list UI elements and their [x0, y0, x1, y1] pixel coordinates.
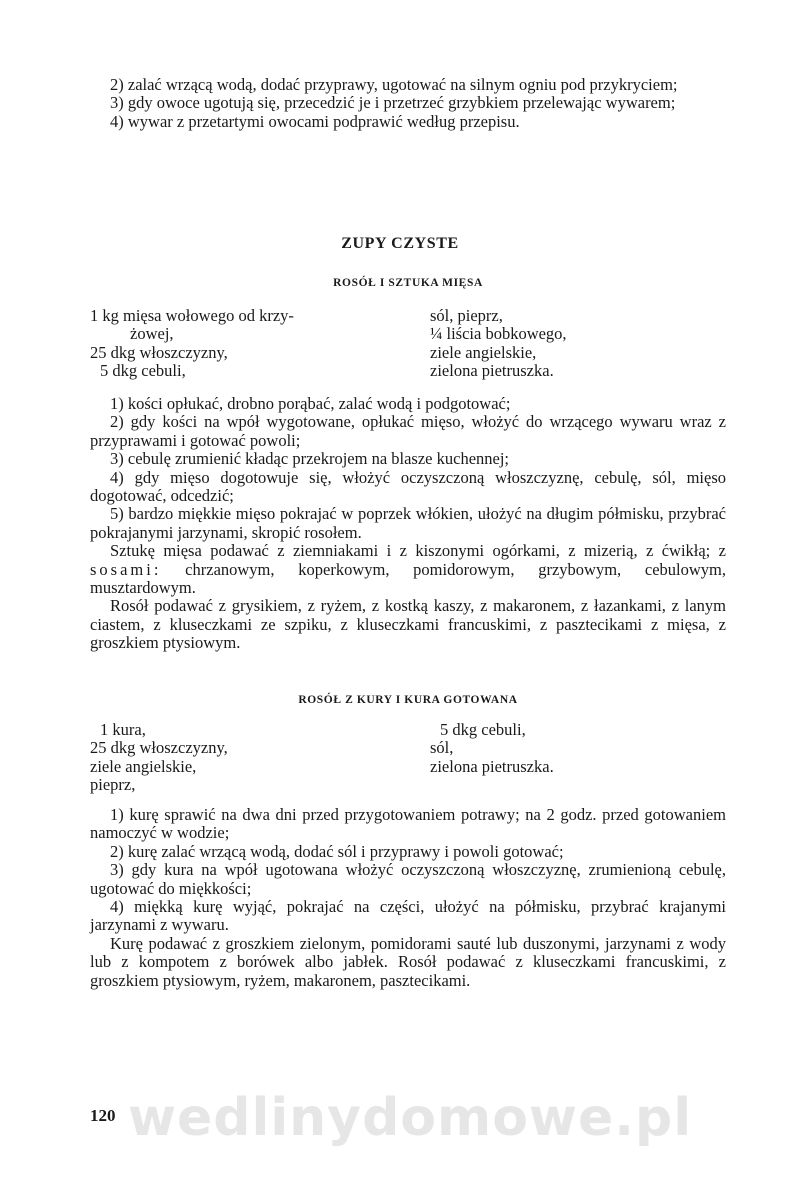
ingredients-left — [90, 721, 228, 795]
ingredient: 5 dkg cebuli, — [100, 361, 186, 381]
ingredients-right — [430, 721, 554, 776]
intro-step: 2) zalać wrzącą wodą, dodać przyprawy, ugotować na silnym ogniu pod przykryciem; — [110, 75, 678, 94]
ingredient: ¼ liścia bobkowego, — [430, 324, 567, 344]
section-title: ZUPY CZYSTE — [341, 235, 459, 252]
ingredient: pieprz, — [90, 775, 136, 795]
ingredient: sól, — [430, 738, 454, 758]
ingredient: ziele angielskie, — [90, 756, 197, 776]
intro-step: 4) wywar z przetartymi owocami podprawić według przepisu. — [110, 111, 520, 131]
ingredient: 25 dkg włoszczyzny, — [90, 738, 228, 758]
step: 1) kości opłukać, drobno porąbać, zalać wodą i podgotować; — [110, 394, 511, 413]
recipe2-steps — [90, 806, 726, 990]
step: 1) kurę sprawić na dwa dni przed przygotowaniem potrawy; na 2 godz. przed gotowaniem namoczyć w wodzie; — [90, 805, 726, 843]
step: 4) miękką kurę wyjąć, pokrajać na części, ułożyć na półmisku, przybrać krajanymi jarzynami z wywaru. — [90, 897, 726, 935]
page-number: 120 — [90, 1106, 116, 1125]
step: 5) bardzo miękkie mięso pokrajać w poprzek włókien, ułożyć na długim półmisku, przybrać pokrajanymi jarzynami, skropić rosołem. — [90, 504, 726, 542]
intro-steps — [90, 76, 726, 131]
recipe-title: ROSÓŁ Z KURY I KURA GOTOWANA — [298, 694, 518, 706]
ingredients-left — [90, 307, 294, 381]
step: 3) gdy kura na wpół ugotowana włożyć oczyszczoną włoszczyznę, zrumienioną cebulę, ugotować do miękkości; — [90, 860, 726, 898]
recipe1-steps — [90, 395, 726, 653]
step: 2) gdy kości na wpół wygotowane, opłukać mięso, włożyć do wrzącego wywaru wraz z przyprawami i gotować powoli; — [90, 412, 726, 450]
serving-text: Sztukę mięsa podawać z ziemniakami i z kiszonymi ogórkami, z mizerią, z ćwikłą; z — [110, 541, 726, 561]
ingredient: 1 kura, — [100, 720, 146, 739]
serving-text: chrzanowym, koperkowym, pomidorowym, grzybowym, cebulowym, musztardowym. — [90, 559, 727, 598]
intro-step: 3) gdy owoce ugotują się, przecedzić je i przetrzeć grzybkiem przelewając wywarem; — [110, 93, 676, 113]
step: 3) cebulę zrumienić kładąc przekrojem na blasze kuchennej; — [110, 449, 510, 469]
serving-note — [90, 542, 726, 597]
recipe-title: ROSÓŁ I SZTUKA MIĘSA — [333, 277, 483, 289]
step: 4) gdy mięso dogotowuje się, włożyć oczyszczoną włoszczyznę, cebulę, sól, mięso dogotować, odcedzić; — [90, 467, 726, 506]
serving-note: Kurę podawać z groszkiem zielonym, pomidorami sauté lub duszonymi, jarzynami z wody lub z kompotem z borówek albo jabłek. Rosół podawać z kluseczkami francuskimi, z groszkiem ptysiowym, ryżem, makaronem, pasztecikami. — [90, 933, 726, 990]
step: 2) kurę zalać wrzącą wodą, dodać sól i przyprawy i powoli gotować; — [110, 841, 564, 861]
serving-note: Rosół podawać z grysikiem, z ryżem, z kostką kaszy, z makaronem, z łazankami, z lanym ciastem, z kluseczkami ze szpiku, z kluseczkami francuskimi, z pasztecikami z mięsa, z groszkiem ptysiowym. — [90, 596, 726, 653]
ingredient: żowej, — [130, 324, 174, 344]
ingredient: ziele angielskie, — [430, 342, 537, 362]
watermark: wedlinydomowe.pl — [127, 1088, 693, 1148]
ingredient: zielona pietruszka. — [430, 756, 554, 776]
ingredient: 1 kg mięsa wołowego od krzy- — [90, 306, 294, 325]
ingredient: sól, pieprz, — [430, 306, 503, 325]
ingredient: 25 dkg włoszczyzny, — [90, 342, 228, 362]
ingredient: 5 dkg cebuli, — [440, 720, 526, 739]
serving-spaced-text: sosami: — [90, 559, 162, 579]
ingredient: zielona pietruszka. — [430, 361, 554, 381]
ingredients-right — [430, 307, 567, 381]
